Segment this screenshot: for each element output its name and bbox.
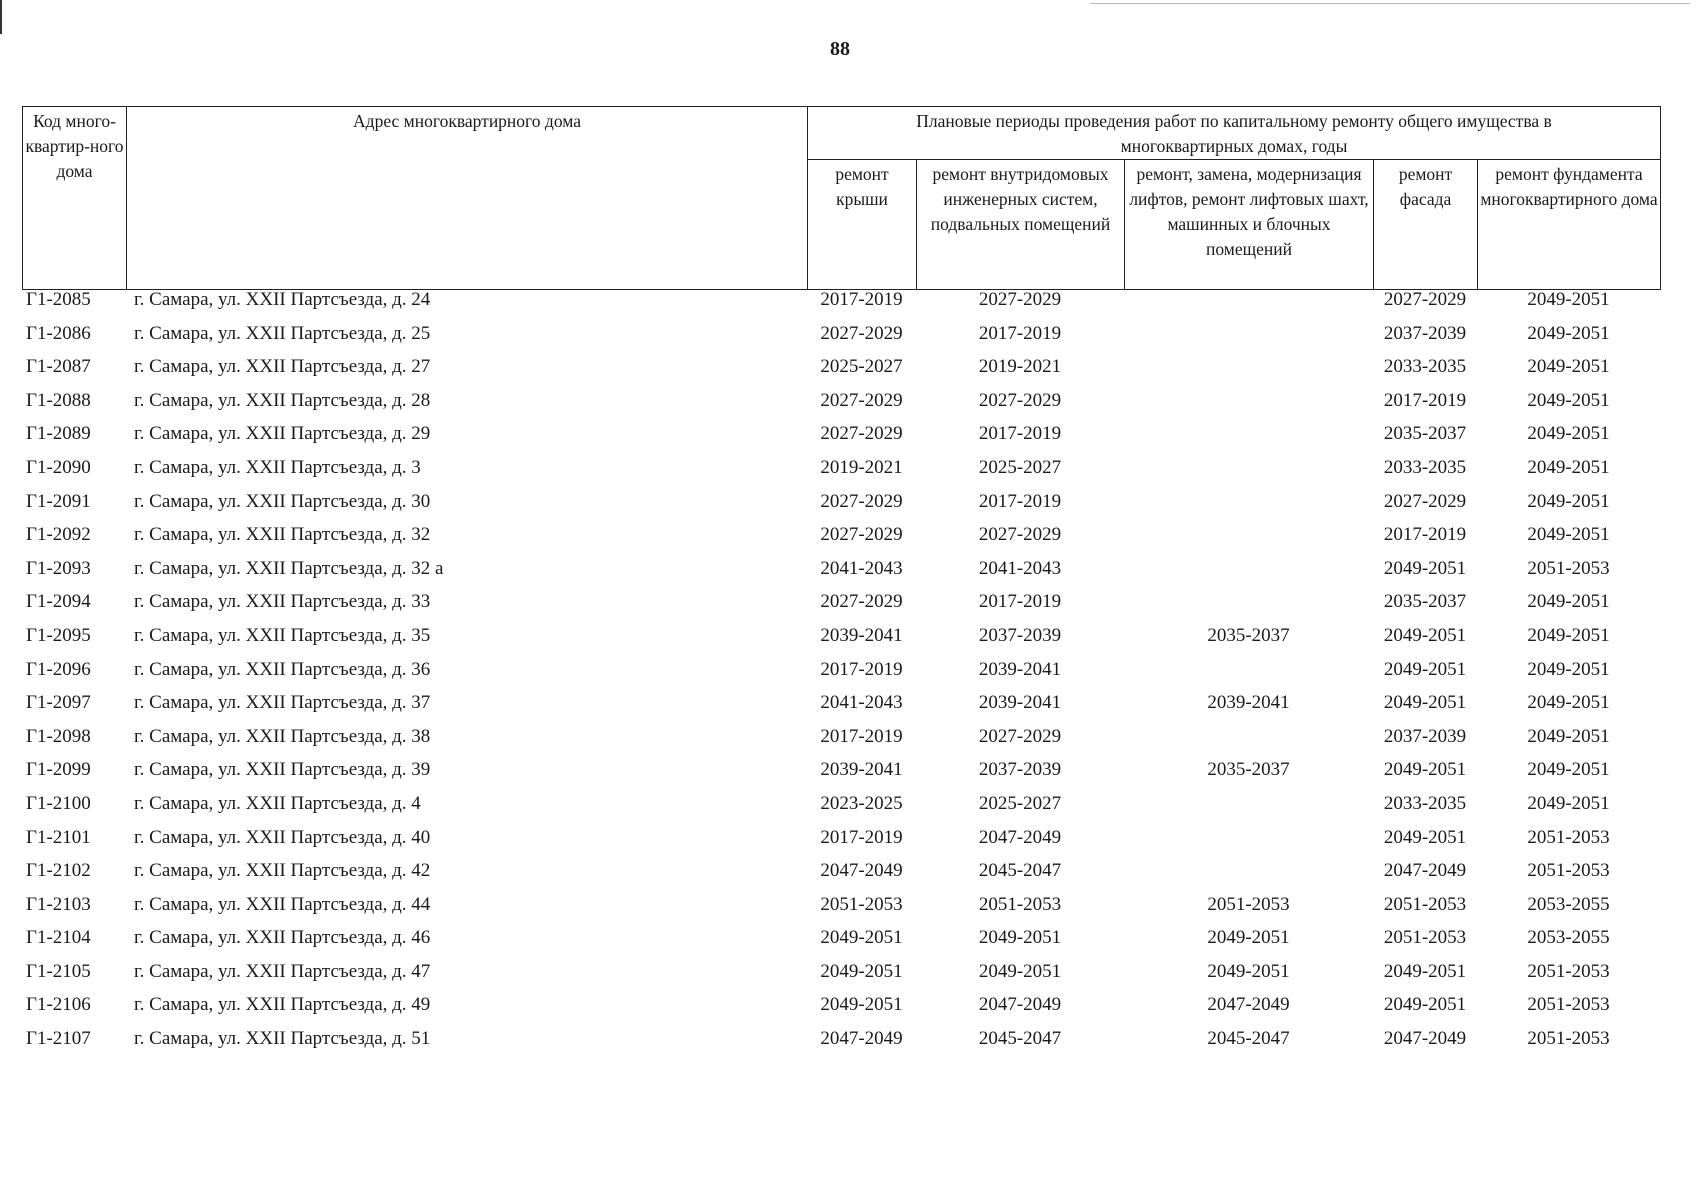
cell-foundation: 2049-2051 <box>1527 591 1610 613</box>
cell-foundation: 2049-2051 <box>1527 524 1610 546</box>
cell-foundation: 2049-2051 <box>1527 356 1610 378</box>
cell-address: г. Самара, ул. XXII Партсъезда, д. 32 <box>134 524 431 546</box>
cell-code: Г1-2101 <box>26 826 91 848</box>
cell-code: Г1-2095 <box>26 624 91 646</box>
cell-foundation: 2051-2053 <box>1527 1028 1610 1050</box>
cell-address: г. Самара, ул. XXII Партсъезда, д. 28 <box>134 389 431 411</box>
table-row <box>22 658 1660 692</box>
table-row <box>22 993 1660 1027</box>
cell-facade: 2049-2051 <box>1383 994 1467 1016</box>
table-row <box>22 826 1660 860</box>
cell-foundation: 2049-2051 <box>1527 725 1610 747</box>
cell-engineering: 2017-2019 <box>978 322 1062 344</box>
cell-facade: 2047-2049 <box>1383 860 1467 882</box>
table-row <box>22 557 1660 591</box>
cell-foundation: 2049-2051 <box>1527 456 1610 478</box>
cell-address: г. Самара, ул. XXII Партсъезда, д. 36 <box>134 658 431 680</box>
header-periods: Плановые периоды проведения работ по капитальному ремонту общего имущества в многоквартирных домах, годы <box>808 107 1661 160</box>
cell-engineering: 2027-2029 <box>978 289 1062 310</box>
cell-code: Г1-2092 <box>26 524 91 546</box>
cell-facade: 2035-2037 <box>1383 423 1467 445</box>
cell-elevators <box>1124 523 1373 557</box>
cell-engineering: 2049-2051 <box>978 927 1062 949</box>
cell-facade: 2035-2037 <box>1383 591 1467 613</box>
cell-address: г. Самара, ул. XXII Партсъезда, д. 42 <box>134 860 431 882</box>
cell-roof: 2049-2051 <box>820 994 903 1016</box>
cell-foundation: 2051-2053 <box>1527 860 1610 882</box>
cell-elevators: 2035-2037 <box>1207 759 1290 781</box>
cell-code: Г1-2089 <box>26 423 91 445</box>
table-row <box>22 792 1660 826</box>
cell-roof: 2041-2043 <box>820 557 903 579</box>
table-row <box>22 389 1660 423</box>
cell-engineering: 2041-2043 <box>978 557 1062 579</box>
cell-address: г. Самара, ул. XXII Партсъезда, д. 25 <box>134 322 431 344</box>
table-row <box>22 960 1660 994</box>
cell-address: г. Самара, ул. XXII Партсъезда, д. 39 <box>134 759 431 781</box>
cell-foundation: 2053-2055 <box>1527 927 1610 949</box>
cell-engineering: 2045-2047 <box>978 1028 1062 1050</box>
cell-elevators <box>1124 322 1373 356</box>
cell-elevators <box>1124 859 1373 893</box>
cell-engineering: 2017-2019 <box>978 423 1062 445</box>
table-row <box>22 758 1660 792</box>
cell-facade: 2049-2051 <box>1383 759 1467 781</box>
cell-address: г. Самара, ул. XXII Партсъезда, д. 27 <box>134 356 431 378</box>
cell-address: г. Самара, ул. XXII Партсъезда, д. 3 <box>134 456 421 478</box>
cell-elevators <box>1124 725 1373 759</box>
cell-code: Г1-2091 <box>26 490 91 512</box>
cell-code: Г1-2090 <box>26 456 91 478</box>
table-row <box>22 725 1660 759</box>
cell-facade: 2049-2051 <box>1383 692 1467 714</box>
cell-facade: 2051-2053 <box>1383 927 1467 949</box>
cell-foundation: 2049-2051 <box>1527 389 1610 411</box>
cell-address: г. Самара, ул. XXII Партсъезда, д. 24 <box>134 289 431 310</box>
cell-foundation: 2051-2053 <box>1527 557 1610 579</box>
cell-address: г. Самара, ул. XXII Партсъезда, д. 44 <box>134 893 431 915</box>
cell-facade: 2049-2051 <box>1383 826 1467 848</box>
cell-facade: 2027-2029 <box>1383 490 1467 512</box>
cell-foundation: 2049-2051 <box>1527 692 1610 714</box>
cell-facade: 2033-2035 <box>1383 792 1467 814</box>
cell-engineering: 2037-2039 <box>978 759 1062 781</box>
cell-code: Г1-2097 <box>26 692 91 714</box>
cell-engineering: 2017-2019 <box>978 591 1062 613</box>
cell-foundation: 2049-2051 <box>1527 490 1610 512</box>
cell-facade: 2049-2051 <box>1383 624 1467 646</box>
cell-roof: 2017-2019 <box>820 658 903 680</box>
table-row <box>22 893 1660 927</box>
cell-address: г. Самара, ул. XXII Партсъезда, д. 37 <box>134 692 431 714</box>
cell-engineering: 2017-2019 <box>978 490 1062 512</box>
cell-code: Г1-2098 <box>26 725 91 747</box>
cell-roof: 2027-2029 <box>820 524 903 546</box>
cell-roof: 2027-2029 <box>820 322 903 344</box>
cell-roof: 2047-2049 <box>820 860 903 882</box>
cell-elevators <box>1124 456 1373 490</box>
cell-roof: 2027-2029 <box>820 490 903 512</box>
header-facade: ремонт фасада <box>1374 160 1478 290</box>
table-row <box>22 322 1660 356</box>
cell-facade: 2049-2051 <box>1383 557 1467 579</box>
cell-engineering: 2025-2027 <box>978 792 1062 814</box>
cell-code: Г1-2102 <box>26 860 91 882</box>
cell-elevators <box>1124 389 1373 423</box>
cell-facade: 2049-2051 <box>1383 658 1467 680</box>
cell-address: г. Самара, ул. XXII Партсъезда, д. 40 <box>134 826 431 848</box>
cell-elevators: 2049-2051 <box>1207 960 1290 982</box>
cell-facade: 2033-2035 <box>1383 356 1467 378</box>
cell-roof: 2039-2041 <box>820 624 903 646</box>
cell-foundation: 2051-2053 <box>1527 994 1610 1016</box>
cell-roof: 2027-2029 <box>820 423 903 445</box>
cell-code: Г1-2107 <box>26 1028 91 1050</box>
cell-roof: 2047-2049 <box>820 1028 903 1050</box>
cell-foundation: 2049-2051 <box>1527 423 1610 445</box>
cell-code: Г1-2087 <box>26 356 91 378</box>
page-number: 88 <box>830 38 850 60</box>
cell-engineering: 2039-2041 <box>978 658 1062 680</box>
cell-code: Г1-2105 <box>26 960 91 982</box>
cell-address: г. Самара, ул. XXII Партсъезда, д. 35 <box>134 624 431 646</box>
cell-elevators <box>1124 288 1373 322</box>
cell-elevators: 2035-2037 <box>1207 624 1290 646</box>
cell-elevators <box>1124 792 1373 826</box>
table-row <box>22 523 1660 557</box>
cell-engineering: 2045-2047 <box>978 860 1062 882</box>
scan-edge-mark <box>0 0 2 34</box>
cell-code: Г1-2085 <box>26 289 91 310</box>
header-address: Адрес многоквартирного дома <box>127 107 808 290</box>
cell-engineering: 2019-2021 <box>978 356 1062 378</box>
table-row <box>22 422 1660 456</box>
cell-engineering: 2049-2051 <box>978 960 1062 982</box>
cell-address: г. Самара, ул. XXII Партсъезда, д. 4 <box>134 792 421 814</box>
cell-facade: 2027-2029 <box>1383 289 1467 310</box>
header-engineering: ремонт внутридомовых инженерных систем, подвальных помещений <box>917 160 1125 290</box>
cell-foundation: 2049-2051 <box>1527 658 1610 680</box>
cell-roof: 2041-2043 <box>820 692 903 714</box>
cell-code: Г1-2088 <box>26 389 91 411</box>
table-row <box>22 691 1660 725</box>
cell-code: Г1-2093 <box>26 557 91 579</box>
cell-roof: 2023-2025 <box>820 792 903 814</box>
table-row <box>22 456 1660 490</box>
cell-roof: 2049-2051 <box>820 927 903 949</box>
cell-address: г. Самара, ул. XXII Партсъезда, д. 30 <box>134 490 431 512</box>
cell-elevators: 2051-2053 <box>1207 893 1290 915</box>
cell-foundation: 2049-2051 <box>1527 289 1610 310</box>
table-row <box>22 1027 1660 1061</box>
header-roof: ремонт крыши <box>808 160 917 290</box>
cell-elevators <box>1124 557 1373 591</box>
cell-address: г. Самара, ул. XXII Партсъезда, д. 46 <box>134 927 431 949</box>
cell-engineering: 2047-2049 <box>978 826 1062 848</box>
table-row <box>22 490 1660 524</box>
cell-facade: 2033-2035 <box>1383 456 1467 478</box>
cell-elevators <box>1124 490 1373 524</box>
cell-elevators <box>1124 422 1373 456</box>
cell-address: г. Самара, ул. XXII Партсъезда, д. 29 <box>134 423 431 445</box>
cell-facade: 2017-2019 <box>1383 524 1467 546</box>
cell-engineering: 2027-2029 <box>978 389 1062 411</box>
header-elevators: ремонт, замена, модернизация лифтов, ремонт лифтовых шахт, машинных и блочных помещений <box>1125 160 1374 290</box>
header-code: Код много-квартир-ного дома <box>23 107 127 290</box>
cell-address: г. Самара, ул. XXII Партсъезда, д. 51 <box>134 1028 431 1050</box>
cell-foundation: 2051-2053 <box>1527 826 1610 848</box>
table-row <box>22 859 1660 893</box>
cell-foundation: 2049-2051 <box>1527 759 1610 781</box>
cell-roof: 2017-2019 <box>820 725 903 747</box>
cell-facade: 2049-2051 <box>1383 960 1467 982</box>
cell-engineering: 2037-2039 <box>978 624 1062 646</box>
cell-code: Г1-2104 <box>26 927 91 949</box>
cell-facade: 2051-2053 <box>1383 893 1467 915</box>
cell-code: Г1-2096 <box>26 658 91 680</box>
cell-code: Г1-2094 <box>26 591 91 613</box>
table-row <box>22 590 1660 624</box>
cell-elevators: 2045-2047 <box>1207 1028 1290 1050</box>
cell-roof: 2027-2029 <box>820 389 903 411</box>
cell-elevators: 2047-2049 <box>1207 994 1290 1016</box>
cell-engineering: 2025-2027 <box>978 456 1062 478</box>
table-row <box>22 624 1660 658</box>
table-row <box>22 288 1660 322</box>
cell-facade: 2017-2019 <box>1383 389 1467 411</box>
cell-roof: 2051-2053 <box>820 893 903 915</box>
table-row <box>22 355 1660 389</box>
cell-engineering: 2027-2029 <box>978 725 1062 747</box>
cell-roof: 2049-2051 <box>820 960 903 982</box>
cell-elevators <box>1124 658 1373 692</box>
cell-engineering: 2039-2041 <box>978 692 1062 714</box>
header-foundation: ремонт фундамента многоквартирного дома <box>1478 160 1661 290</box>
table-row <box>22 926 1660 960</box>
cell-elevators <box>1124 826 1373 860</box>
cell-foundation: 2049-2051 <box>1527 322 1610 344</box>
cell-code: Г1-2100 <box>26 792 91 814</box>
cell-engineering: 2027-2029 <box>978 524 1062 546</box>
cell-engineering: 2051-2053 <box>978 893 1062 915</box>
table-header <box>22 106 1661 290</box>
cell-code: Г1-2086 <box>26 322 91 344</box>
cell-facade: 2047-2049 <box>1383 1028 1467 1050</box>
cell-address: г. Самара, ул. XXII Партсъезда, д. 33 <box>134 591 431 613</box>
cell-address: г. Самара, ул. XXII Партсъезда, д. 49 <box>134 994 431 1016</box>
cell-roof: 2027-2029 <box>820 591 903 613</box>
cell-roof: 2039-2041 <box>820 759 903 781</box>
scan-top-line <box>1090 3 1690 4</box>
cell-code: Г1-2099 <box>26 759 91 781</box>
cell-address: г. Самара, ул. XXII Партсъезда, д. 32 а <box>134 557 444 579</box>
cell-roof: 2025-2027 <box>820 356 903 378</box>
cell-engineering: 2047-2049 <box>978 994 1062 1016</box>
cell-foundation: 2051-2053 <box>1527 960 1610 982</box>
cell-code: Г1-2106 <box>26 994 91 1016</box>
cell-foundation: 2049-2051 <box>1527 792 1610 814</box>
cell-address: г. Самара, ул. XXII Партсъезда, д. 38 <box>134 725 431 747</box>
cell-code: Г1-2103 <box>26 893 91 915</box>
data-table <box>22 288 1660 1061</box>
cell-facade: 2037-2039 <box>1383 725 1467 747</box>
cell-elevators <box>1124 590 1373 624</box>
cell-elevators <box>1124 355 1373 389</box>
cell-elevators: 2049-2051 <box>1207 927 1290 949</box>
cell-foundation: 2049-2051 <box>1527 624 1610 646</box>
cell-foundation: 2053-2055 <box>1527 893 1610 915</box>
cell-address: г. Самара, ул. XXII Партсъезда, д. 47 <box>134 960 431 982</box>
cell-roof: 2017-2019 <box>820 289 903 310</box>
cell-facade: 2037-2039 <box>1383 322 1467 344</box>
cell-elevators: 2039-2041 <box>1207 692 1290 714</box>
cell-roof: 2019-2021 <box>820 456 903 478</box>
data-table-body <box>22 288 1660 1061</box>
cell-roof: 2017-2019 <box>820 826 903 848</box>
